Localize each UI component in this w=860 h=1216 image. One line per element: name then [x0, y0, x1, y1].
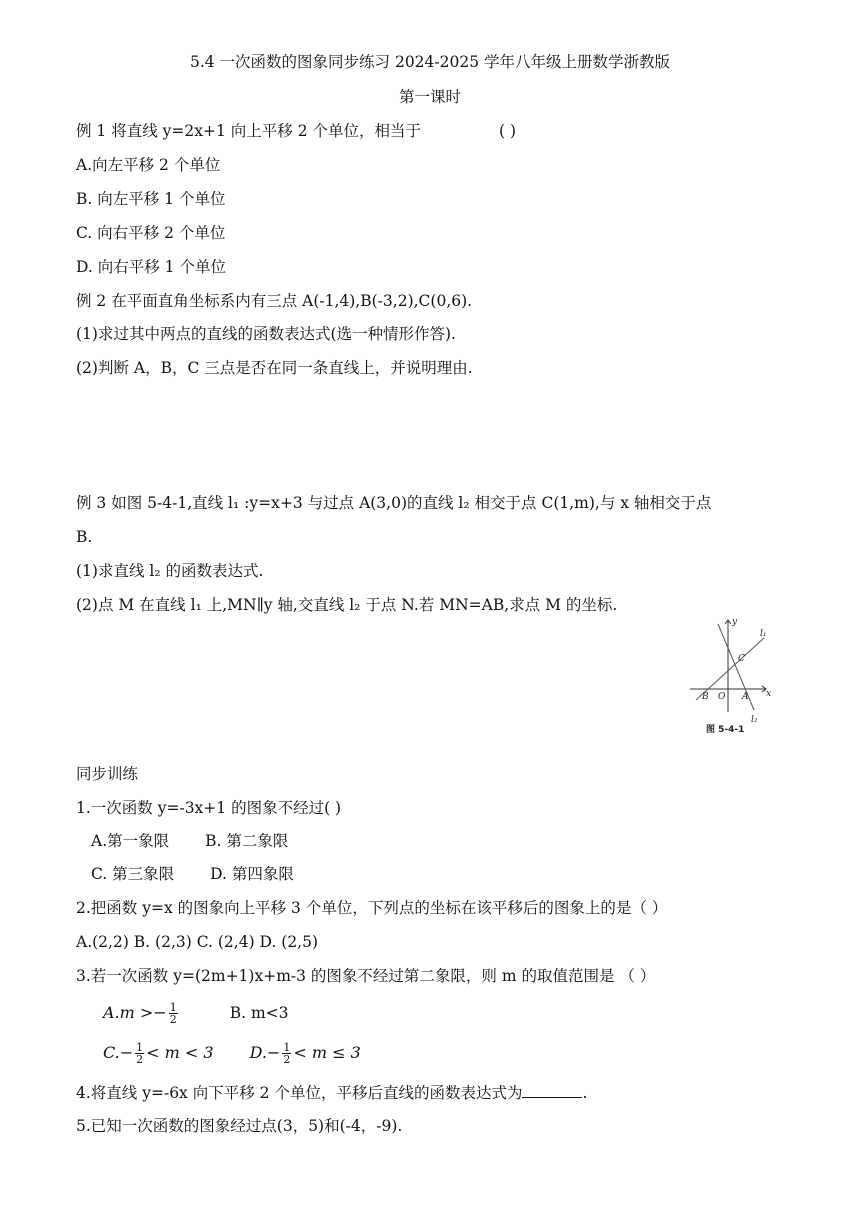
fraction-one-half — [135, 1042, 144, 1065]
example2-part2: (2)判断 A，B，C 三点是否在同一条直线上，并说明理由. — [76, 359, 473, 377]
example1-option-b: B. 向左平移 1 个单位 — [76, 190, 226, 208]
example3-question-line1: 例 3 如图 5-4-1,直线 l₁ :y=x+3 与过点 A(3,0)的直线 l₂ 相交于点 C(1,m),与 x 轴相交于点 — [76, 494, 712, 512]
fraction-denominator: 2 — [136, 1053, 144, 1066]
q4-text: 4.将直线 y=-6x 向下平移 2 个单位，平移后直线的函数表达式为 — [76, 1084, 523, 1102]
label-c: C — [738, 654, 745, 664]
q1-options-row1 — [91, 831, 288, 851]
example1-answer-paren: ( ) — [498, 122, 517, 140]
practice-heading: 同步训练 — [76, 765, 139, 783]
q2-text: 2.把函数 y=x 的图象向上平移 3 个单位，下列点的坐标在该平移后的图象上的是（ ） — [76, 899, 668, 917]
example1-question-text: 例 1 将直线 y=2x+1 向上平移 2 个单位，相当于 — [76, 122, 421, 140]
document-title: 5.4 一次函数的图象同步练习 2024-2025 学年八年级上册数学浙教版 — [189, 53, 671, 71]
label-x: x — [766, 689, 772, 699]
q1-option-a: A.第一象限 — [91, 832, 170, 850]
example1-option-d: D. 向右平移 1 个单位 — [76, 258, 226, 276]
fraction-one-half — [282, 1042, 291, 1065]
q3-options-row1 — [103, 1002, 289, 1025]
lesson-subtitle: 第一课时 — [398, 88, 461, 106]
fraction-numerator: 1 — [136, 1041, 144, 1054]
q3-option-c-prefix: C.− — [103, 1043, 134, 1062]
label-y: y — [732, 617, 738, 627]
q3-option-c — [103, 1041, 214, 1066]
q3-text: 3.若一次函数 y=(2m+1)x+m-3 的图象不经过第二象限，则 m 的取值范围是 （ ） — [76, 967, 656, 985]
q3-option-b: B. m<3 — [229, 1004, 289, 1022]
q3-option-d-suffix: < m ≤ 3 — [293, 1043, 361, 1062]
q4-line — [76, 1083, 587, 1103]
example3-part1: (1)求直线 l₂ 的函数表达式. — [76, 562, 264, 580]
figure-caption: 图 5-4-1 — [706, 725, 745, 735]
q3-option-d-prefix: D.− — [249, 1043, 281, 1062]
example2-question: 例 2 在平面直角坐标系内有三点 A(-1,4),B(-3,2),C(0,6). — [76, 292, 473, 310]
example1-option-a: A.向左平移 2 个单位 — [76, 156, 221, 174]
q1-option-c: C. 第三象限 — [91, 865, 175, 883]
example3-part2: (2)点 M 在直线 l₁ 上,MN∥y 轴,交直线 l₂ 于点 N.若 MN=AB,求点 M 的坐标. — [76, 596, 618, 614]
q1-option-b: B. 第二象限 — [205, 832, 289, 850]
figure-5-4-1 — [688, 614, 778, 736]
q4-answer-blank[interactable] — [522, 1083, 582, 1098]
example3-question-line2: B. — [76, 528, 93, 546]
q1-option-d: D. 第四象限 — [210, 865, 294, 883]
fraction-denominator: 2 — [169, 1013, 177, 1026]
label-b: B — [702, 692, 709, 702]
q1-options-row2 — [91, 864, 294, 884]
q5-text: 5.已知一次函数的图象经过点(3，5)和(-4，-9). — [76, 1117, 403, 1135]
q3-option-a — [103, 1001, 180, 1026]
q3-options-row2 — [103, 1042, 361, 1065]
q3-option-a-text: A.m >− — [103, 1003, 167, 1022]
q3-option-c-suffix: < m < 3 — [146, 1043, 214, 1062]
example2-part1: (1)求过其中两点的直线的函数表达式(选一种情形作答). — [76, 325, 456, 343]
q3-option-d — [249, 1041, 361, 1066]
fraction-one-half — [169, 1002, 178, 1025]
example1-option-c: C. 向右平移 2 个单位 — [76, 224, 226, 242]
label-o: O — [718, 692, 726, 702]
line-l1 — [696, 638, 764, 700]
q4-end: . — [582, 1084, 588, 1102]
fraction-denominator: 2 — [283, 1053, 291, 1066]
q1-text: 1.一次函数 y=-3x+1 的图象不经过( ) — [76, 799, 342, 817]
label-l2: l₂ — [751, 715, 758, 725]
example1-question — [76, 121, 516, 141]
fraction-numerator: 1 — [283, 1041, 291, 1054]
q2-options: A.(2,2) B. (2,3) C. (2,4) D. (2,5) — [76, 933, 319, 951]
label-l1: l₁ — [760, 629, 767, 639]
fraction-numerator: 1 — [169, 1001, 177, 1014]
label-a: A — [742, 692, 749, 702]
